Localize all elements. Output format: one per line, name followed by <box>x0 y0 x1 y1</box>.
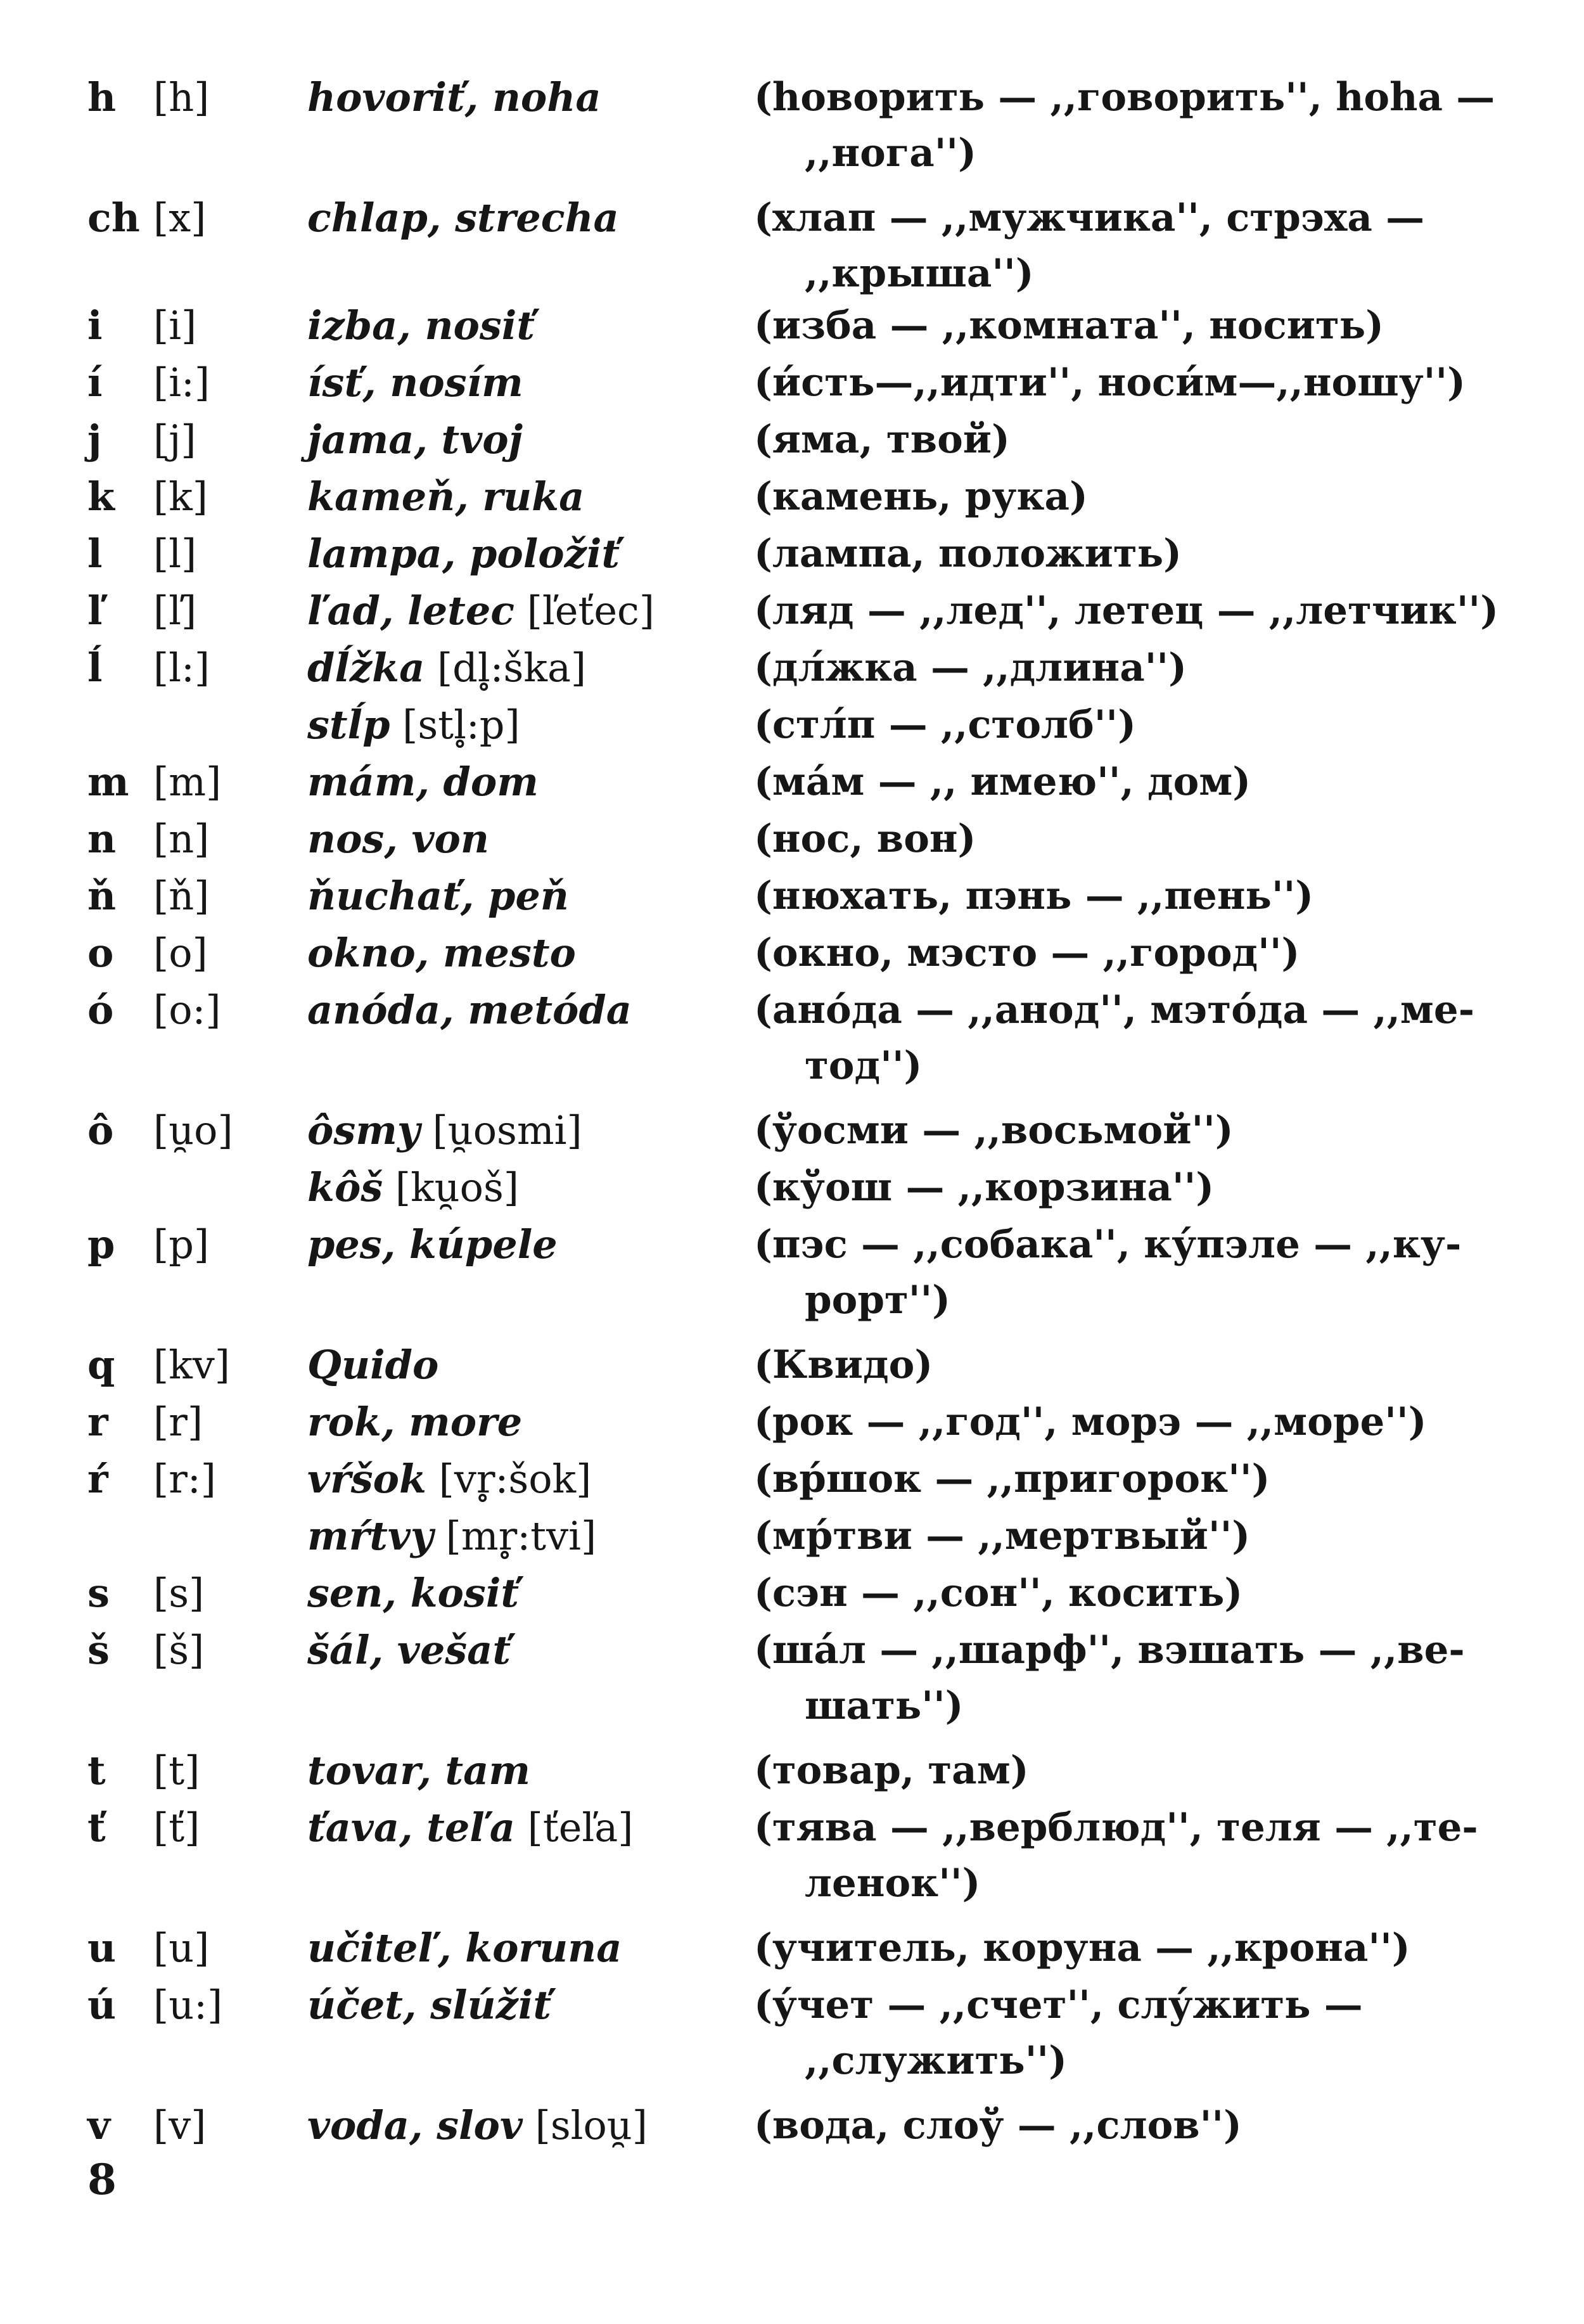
example-word-text: ľad, letec <box>307 587 515 634</box>
example-word <box>307 1451 763 1507</box>
ipa-symbol: [m] <box>153 759 222 805</box>
example-word-text: dĺžka <box>307 645 425 691</box>
russian-gloss: (лампа, положить) <box>754 531 1182 576</box>
russian-gloss: (мр́тви — ,,мертвый'') <box>754 1513 1251 1558</box>
slovak-letter: ch <box>87 195 140 241</box>
russian-gloss-continuation: ,,крыша'') <box>805 251 1034 296</box>
ipa-symbol: [i:] <box>153 359 210 406</box>
table-row <box>0 811 1584 870</box>
slovak-letter: ň <box>87 873 117 919</box>
table-row <box>0 526 1584 584</box>
ipa-symbol: [u] <box>153 1925 210 1971</box>
table-row <box>0 1394 1584 1453</box>
table-row <box>0 982 1584 1088</box>
slovak-letter: ť <box>87 1804 106 1851</box>
example-word <box>307 583 763 639</box>
example-word-text: jama, tvoj <box>307 416 523 463</box>
example-word-text: tovar, tam <box>307 1747 530 1794</box>
table-row <box>0 1743 1584 1801</box>
example-word <box>307 697 763 753</box>
russian-gloss: (ано́да — ,,анод'', мэто́да — ,,ме- <box>754 987 1475 1032</box>
example-word-text: hovoriť, noha <box>307 74 601 120</box>
slovak-letter: l <box>87 530 103 577</box>
table-row <box>0 190 1584 296</box>
slovak-letter: u <box>87 1925 117 1971</box>
ipa-symbol: [t] <box>153 1747 200 1794</box>
table-row <box>0 469 1584 527</box>
russian-gloss-continuation: ленок'') <box>805 1861 981 1906</box>
table-row <box>0 754 1584 812</box>
example-word <box>307 982 763 1038</box>
russian-gloss: (учитель, коруна — ,,крона'') <box>754 1925 1410 1970</box>
example-word-text: ňuchať, peň <box>307 873 569 919</box>
russian-gloss: (камень, рука) <box>754 474 1088 519</box>
slovak-letter: ĺ <box>87 645 103 691</box>
russian-gloss-continuation: рорт'') <box>805 1278 951 1323</box>
example-word-text: kameň, ruka <box>307 473 585 520</box>
ipa-symbol: [š] <box>153 1627 205 1673</box>
ipa-symbol: [j] <box>153 416 196 463</box>
example-word-text: chlap, strecha <box>307 195 619 241</box>
ipa-symbol: [k] <box>153 473 208 520</box>
ipa-symbol: [x] <box>153 195 207 241</box>
example-word <box>307 469 763 525</box>
russian-gloss: (хлап — ,,мужчика'', стрэха — <box>754 195 1425 240</box>
table-row <box>0 1160 1584 1218</box>
example-word <box>307 1508 763 1564</box>
ipa-symbol: [l] <box>153 530 197 577</box>
russian-gloss-continuation: тод'') <box>805 1043 923 1088</box>
example-word-transcription: [ľeťec] <box>514 587 655 634</box>
slovak-letter: q <box>87 1342 115 1388</box>
example-word-text: sen, kosiť <box>307 1570 520 1616</box>
russian-gloss: (окно, мэсто — ,,город'') <box>754 930 1300 975</box>
russian-gloss: (вода, слоў — ,,слов'') <box>754 2103 1242 2148</box>
example-word-text: lampa, položiť <box>307 530 620 577</box>
example-word <box>307 1743 763 1799</box>
ipa-symbol: [l:] <box>153 645 210 691</box>
russian-gloss: (ма́м — ,, имею'', дом) <box>754 759 1251 804</box>
example-word-text: stĺp <box>307 702 390 748</box>
ipa-symbol: [r:] <box>153 1456 216 1502</box>
russian-gloss: (пэс — ,,собака'', ку́пэле — ,,ку- <box>754 1222 1462 1267</box>
ipa-symbol: [o] <box>153 930 208 976</box>
example-word-text: pes, kúpele <box>307 1221 558 1268</box>
table-row <box>0 1565 1584 1624</box>
russian-gloss: (товар, там) <box>754 1748 1029 1793</box>
russian-gloss: (дл́жка — ,,длина'') <box>754 645 1187 690</box>
example-word-transcription: [mr̥:tvi] <box>433 1513 597 1559</box>
russian-gloss: (Квидо) <box>754 1342 933 1387</box>
example-word <box>307 811 763 867</box>
page-number: 8 <box>87 2155 117 2204</box>
russian-gloss: (и́сть—,,идти'', носи́м—,,ношу'') <box>754 360 1466 405</box>
example-word <box>307 1800 763 1856</box>
russian-gloss-continuation: шать'') <box>805 1683 964 1728</box>
example-word <box>307 2098 763 2154</box>
example-word-text: účet, slúžiť <box>307 1982 552 2028</box>
example-word-text: Quido <box>307 1342 439 1388</box>
example-word <box>307 1565 763 1621</box>
ipa-symbol: [ľ] <box>153 587 197 634</box>
ipa-symbol: [n] <box>153 816 210 862</box>
example-word-text: kôš <box>307 1164 383 1210</box>
russian-gloss: (ша́л — ,,шарф'', вэшать — ,,ве- <box>754 1627 1465 1672</box>
example-word <box>307 1920 763 1976</box>
example-word-transcription: [u̯osmi] <box>419 1107 582 1153</box>
example-word-text: ťava, teľa <box>307 1804 515 1851</box>
example-word <box>307 298 763 354</box>
example-word-text: ôsmy <box>307 1107 420 1153</box>
slovak-letter: ŕ <box>87 1456 108 1502</box>
table-row <box>0 925 1584 984</box>
ipa-symbol: [u̯o] <box>153 1107 233 1153</box>
russian-gloss: (ляд — ,,лед'', летец — ,,летчик'') <box>754 588 1499 633</box>
ipa-symbol: [s] <box>153 1570 205 1616</box>
russian-gloss: (изба — ,,комната'', носить) <box>754 303 1384 348</box>
example-word-transcription: [dl̥:ška] <box>425 645 587 691</box>
example-word-text: ísť, nosím <box>307 359 523 406</box>
table-row <box>0 298 1584 356</box>
example-word-text: voda, slov <box>307 2102 523 2148</box>
ipa-symbol: [ť] <box>153 1804 200 1851</box>
example-word-transcription: [ku̯oš] <box>383 1164 519 1210</box>
example-word <box>307 526 763 582</box>
ipa-symbol: [r] <box>153 1399 203 1445</box>
table-row <box>0 412 1584 470</box>
slovak-letter: ô <box>87 1107 114 1153</box>
table-row <box>0 640 1584 698</box>
table-row <box>0 583 1584 641</box>
table-row <box>0 1800 1584 1906</box>
slovak-letter: s <box>87 1570 110 1616</box>
table-row <box>0 868 1584 927</box>
slovak-letter: m <box>87 759 129 805</box>
table-row <box>0 1451 1584 1510</box>
example-word <box>307 1103 763 1159</box>
example-word-transcription: [vr̥:šok] <box>426 1456 592 1502</box>
slovak-letter: o <box>87 930 114 976</box>
table-row <box>0 355 1584 413</box>
example-word <box>307 1160 763 1216</box>
ipa-symbol: [h] <box>153 74 210 120</box>
example-word-text: rok, more <box>307 1399 523 1445</box>
russian-gloss: (сэн — ,,сон'', косить) <box>754 1570 1243 1615</box>
russian-gloss: (рок — ,,год'', морэ — ,,море'') <box>754 1399 1427 1444</box>
example-word <box>307 868 763 924</box>
example-word <box>307 640 763 696</box>
example-word-text: nos, von <box>307 816 489 862</box>
example-word <box>307 355 763 411</box>
example-word-transcription: [stl̥:p] <box>390 702 520 748</box>
slovak-letter: t <box>87 1747 106 1794</box>
example-word-text: izba, nosiť <box>307 302 535 349</box>
slovak-letter: k <box>87 473 115 520</box>
ipa-symbol: [i] <box>153 302 197 349</box>
table-row <box>0 1217 1584 1323</box>
example-word-text: vŕšok <box>307 1456 426 1502</box>
slovak-letter: n <box>87 816 117 862</box>
table-row <box>0 1508 1584 1567</box>
russian-gloss: (стл́п — ,,столб'') <box>754 702 1136 747</box>
russian-gloss: (нос, вон) <box>754 816 976 861</box>
table-row <box>0 70 1584 176</box>
slovak-letter: ú <box>87 1982 117 2028</box>
table-row <box>0 2098 1584 2156</box>
ipa-symbol: [p] <box>153 1221 210 1268</box>
slovak-letter: j <box>87 416 102 463</box>
example-word <box>307 1394 763 1450</box>
slovak-letter: h <box>87 74 117 120</box>
example-word <box>307 412 763 468</box>
example-word-text: mŕtvy <box>307 1513 433 1559</box>
example-word-text: okno, mesto <box>307 930 576 976</box>
table-row <box>0 1977 1584 2083</box>
example-word-transcription: [ťeľa] <box>514 1804 634 1851</box>
example-word-transcription: [slou̯] <box>522 2102 648 2148</box>
russian-gloss: (яма, твой) <box>754 417 1010 462</box>
table-row <box>0 1337 1584 1396</box>
table-row <box>0 697 1584 755</box>
example-word-text: anóda, metóda <box>307 987 632 1033</box>
example-word <box>307 754 763 810</box>
russian-gloss: (тява — ,,верблюд'', теля — ,,те- <box>754 1805 1478 1850</box>
example-word <box>307 70 763 125</box>
example-word <box>307 925 763 981</box>
slovak-letter: v <box>87 2102 111 2148</box>
example-word-text: učiteľ, koruna <box>307 1925 622 1971</box>
example-word <box>307 1977 763 2033</box>
slovak-letter: r <box>87 1399 108 1445</box>
slovak-letter: í <box>87 359 103 406</box>
ipa-symbol: [kv] <box>153 1342 230 1388</box>
example-word-text: šál, vešať <box>307 1627 511 1673</box>
ipa-symbol: [ň] <box>153 873 210 919</box>
slovak-letter: p <box>87 1221 115 1268</box>
table-row <box>0 1622 1584 1728</box>
table-row <box>0 1103 1584 1161</box>
example-word-text: mám, dom <box>307 759 539 805</box>
russian-gloss: (hоворить — ,,говорить'', hоhа — <box>754 75 1495 120</box>
russian-gloss-continuation: ,,служить'') <box>805 2038 1067 2083</box>
russian-gloss: (кўош — ,,корзина'') <box>754 1165 1215 1210</box>
table-row <box>0 1920 1584 1979</box>
russian-gloss-continuation: ,,нога'') <box>805 131 976 176</box>
example-word <box>307 1337 763 1393</box>
ipa-symbol: [u:] <box>153 1982 223 2028</box>
example-word <box>307 190 763 246</box>
russian-gloss: (вр́шок — ,,пригорок'') <box>754 1456 1270 1501</box>
russian-gloss: (нюхать, пэнь — ,,пень'') <box>754 873 1314 918</box>
slovak-letter: ó <box>87 987 114 1033</box>
ipa-symbol: [v] <box>153 2102 207 2148</box>
russian-gloss: (у́чет — ,,счет'', слу́жить — <box>754 1982 1363 2027</box>
slovak-letter: ľ <box>87 587 103 634</box>
russian-gloss: (ўосми — ,,восьмой'') <box>754 1108 1234 1153</box>
slovak-letter: i <box>87 302 103 349</box>
ipa-symbol: [o:] <box>153 987 221 1033</box>
example-word <box>307 1217 763 1273</box>
example-word <box>307 1622 763 1678</box>
slovak-letter: š <box>87 1627 110 1673</box>
